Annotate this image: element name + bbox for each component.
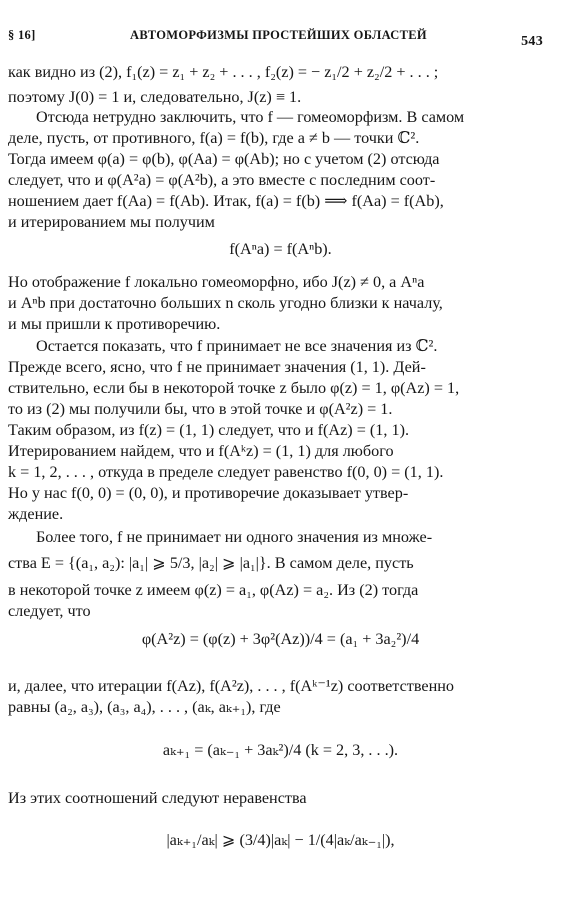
text-line: ствительно, если бы в некоторой точке z было φ(z) = 1, φ(Az) = 1, bbox=[8, 379, 460, 397]
text-line: и мы пришли к противоречию. bbox=[8, 315, 221, 333]
text-line: Итерированием найдем, что и f(Aᵏz) = (1, 1) для любого bbox=[8, 442, 394, 460]
section-number: § 16] bbox=[8, 28, 36, 42]
text-line: Из этих соотношений следуют неравенства bbox=[8, 789, 307, 807]
text-line: поэтому J(0) = 1 и, следовательно, J(z) ≡ 1. bbox=[8, 88, 302, 106]
chapter-title: АВТОМОРФИЗМЫ ПРОСТЕЙШИХ ОБЛАСТЕЙ bbox=[130, 28, 427, 42]
text-line: Отсюда нетрудно заключить, что f — гомеоморфизм. В самом bbox=[36, 108, 465, 126]
text-line: ства E = {(a₁, a₂): |a₁| ⩾ 5/3, |a₂| ⩾ |a₁|}. В самом деле, пусть bbox=[8, 554, 414, 572]
text-line: k = 1, 2, . . . , откуда в пределе следует равенство f(0, 0) = (1, 1). bbox=[8, 463, 444, 481]
text-line: Но отображение f локально гомеоморфно, ибо J(z) ≠ 0, а Aⁿa bbox=[8, 273, 425, 291]
text-line: Прежде всего, ясно, что f не принимает значения (1, 1). Дей- bbox=[8, 358, 426, 376]
text-line: Таким образом, из f(z) = (1, 1) следует, что и f(Az) = (1, 1). bbox=[8, 421, 410, 439]
text-line: Более того, f не принимает ни одного значения из множе- bbox=[36, 528, 433, 546]
text-line: и итерированием мы получим bbox=[8, 213, 215, 231]
equation: |aₖ₊₁/aₖ| ⩾ (3/4)|aₖ| − 1/(4|aₖ/aₖ₋₁|), bbox=[166, 831, 395, 849]
equation: aₖ₊₁ = (aₖ₋₁ + 3aₖ²)/4 (k = 2, 3, . . .). bbox=[162, 741, 399, 759]
equation: f(Aⁿa) = f(Aⁿb). bbox=[229, 240, 332, 258]
text-line: Но у нас f(0, 0) = (0, 0), и противоречие доказывает утвер- bbox=[8, 484, 409, 502]
text-line: и, далее, что итерации f(Az), f(A²z), . . . , f(Aᵏ⁻¹z) соответственно bbox=[8, 677, 454, 695]
text-line: следует, что bbox=[8, 602, 91, 620]
text-line: и Aⁿb при достаточно больших n сколь угодно близки к началу, bbox=[8, 294, 443, 312]
text-line: ждение. bbox=[8, 505, 64, 523]
page-number: 543 bbox=[521, 34, 543, 49]
text-line: то из (2) мы получили бы, что в этой точке и φ(A²z) = 1. bbox=[8, 400, 393, 418]
text-line: равны (a₂, a₃), (a₃, a₄), . . . , (aₖ, aₖ₊₁), где bbox=[8, 698, 281, 716]
text-line: ношением дает f(Aa) = f(Ab). Итак, f(a) = f(b) ⟹ f(Aa) = f(Ab), bbox=[8, 192, 444, 210]
text-line: деле, пусть, от противного, f(a) = f(b), где a ≠ b — точки ℂ². bbox=[8, 129, 420, 147]
text-line: в некоторой точке z имеем φ(z) = a₁, φ(Az) = a₂. Из (2) тогда bbox=[8, 581, 419, 599]
running-header bbox=[0, 28, 561, 48]
text-line: Тогда имеем φ(a) = φ(b), φ(Aa) = φ(Ab); но с учетом (2) отсюда bbox=[8, 150, 440, 168]
equation: φ(A²z) = (φ(z) + 3φ²(Az))/4 = (a₁ + 3a₂²)/4 bbox=[141, 630, 420, 648]
text-line: Остается показать, что f принимает не все значения из ℂ². bbox=[36, 337, 438, 355]
text-line: как видно из (2), f₁(z) = z₁ + z₂ + . . . , f₂(z) = − z₁/2 + z₂/2 + . . . ; bbox=[8, 63, 439, 81]
text-line: следует, что и φ(A²a) = φ(A²b), а это вместе с последним соот- bbox=[8, 171, 436, 189]
